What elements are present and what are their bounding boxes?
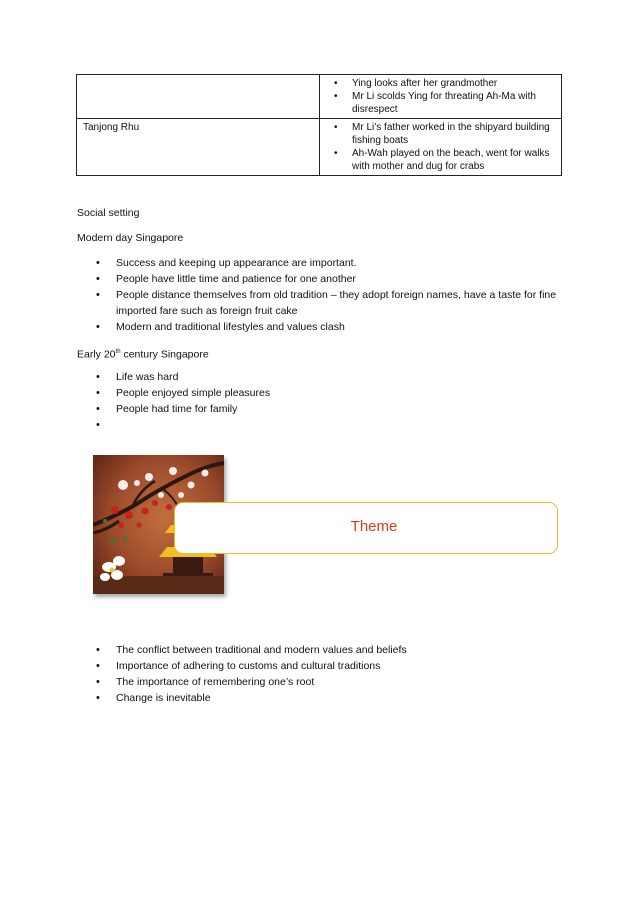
list-item: • People distance themselves from old tradition – they adopt foreign names, have a taste for fine imported fare such as foreign fruit cake: [116, 287, 561, 319]
list-item: • People enjoyed simple pleasures: [116, 385, 561, 401]
modern-singapore-heading: Modern day Singapore: [77, 232, 184, 244]
early-singapore-heading: [77, 345, 209, 362]
heading-text: century Singapore: [120, 348, 209, 361]
list-item: • Mr Li’s father worked in the shipyard building fishing boats: [352, 121, 555, 147]
table-cell-setting: [77, 75, 320, 119]
list-item: • People had time for family: [116, 401, 561, 417]
theme-label: Theme: [350, 518, 398, 535]
theme-label-wrapper: [175, 518, 557, 535]
table-row: [77, 119, 562, 176]
list-item: • Life was hard: [116, 369, 561, 385]
setting-table: [76, 74, 562, 176]
list-item: • Ying looks after her grandmother: [352, 77, 555, 90]
list-item: • Importance of adhering to customs and cultural traditions: [116, 658, 561, 674]
list-item: • The conflict between traditional and modern values and beliefs: [116, 642, 561, 658]
theme-list: [116, 642, 561, 706]
list-item: • People have little time and patience for one another: [116, 271, 561, 287]
list-item: • Change is inevitable: [116, 690, 561, 706]
list-item: • Modern and traditional lifestyles and values clash: [116, 319, 561, 335]
table-cell-events: [320, 75, 562, 119]
table-cell-setting: Tanjong Rhu: [77, 119, 320, 176]
list-item: [116, 417, 561, 433]
heading-superscript: th: [115, 349, 121, 355]
heading-text: Early 20: [77, 348, 116, 361]
table-cell-events: [320, 119, 562, 176]
list-item: • Mr Li scolds Ying for threating Ah-Ma with disrespect: [352, 90, 555, 116]
list-item: • Ah-Wah played on the beach, went for walks with mother and dug for crabs: [352, 147, 555, 173]
social-setting-heading: Social setting: [77, 207, 140, 219]
theme-box: [174, 502, 558, 554]
list-item: • Success and keeping up appearance are important.: [116, 255, 561, 271]
early-list: [116, 369, 561, 433]
list-item: • The importance of remembering one’s root: [116, 674, 561, 690]
modern-list: [116, 255, 561, 335]
table-row: [77, 75, 562, 119]
